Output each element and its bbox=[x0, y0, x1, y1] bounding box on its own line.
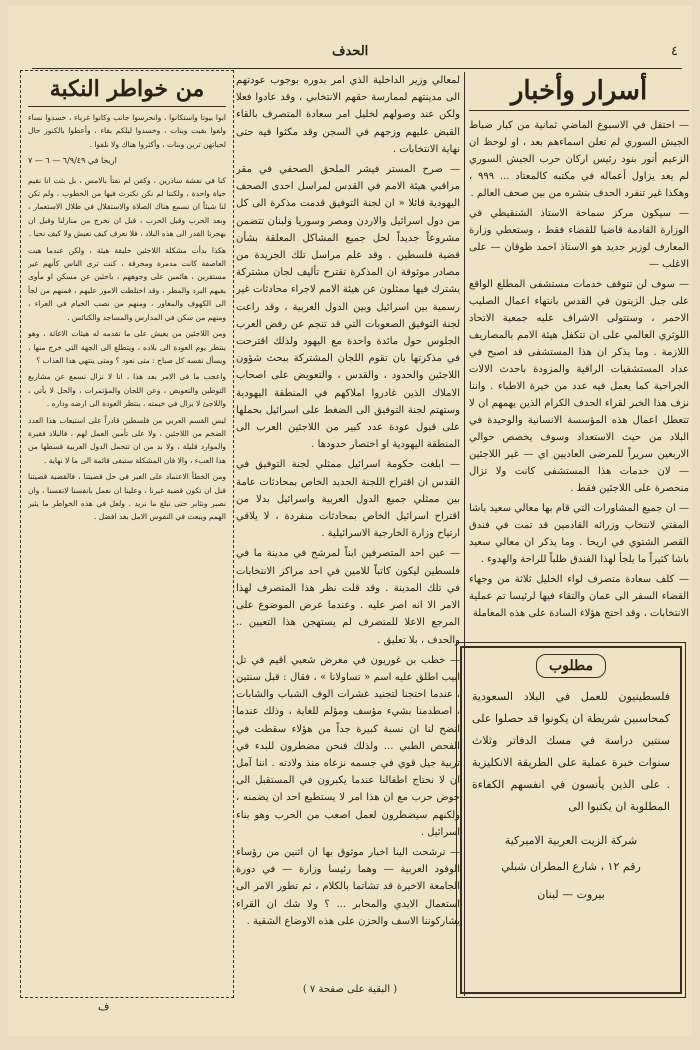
paragraph: ليس القسم العربي من فلسطين قادراً على استيعاب هذا العدد الضخم من اللاجئين ، ولا على تأمين العمل لهم ، فالبلاد فقيرة والموارد قليلة ، ولا بد من ان تتحمل الدول العربية قسطها من هذا العبء ، والا فان المشكلة ستبقى قائمة الى ما لا نهاية . bbox=[28, 415, 226, 465]
column-divider bbox=[464, 72, 465, 996]
page-header bbox=[32, 44, 682, 69]
paragraph: كنا في نفشة ساذرين ، وكفن لم نفتأ بالامس ، بل بثت انا نقيم حياة واحدة ، ولكننا لم نكن نكترث فيها من الخطوب ، ولم تكن لنا شيئاً ان نسمع هناك الصلاة والاستقلال في ظلال الاستعمار ، وبعد الحرب وقبل الحرب ، قبل ان نخرج من منازلنا وقبل ان يهجرنا القدر الى هذه البلاد ، فلا نعرف كيف نعيش ولا كيف نحيا . bbox=[28, 175, 226, 239]
section-title: أسرار وأخبار bbox=[469, 72, 689, 111]
news-item: — احتفل في الاسبوع الماضي ثمانية من كبار ضباط الجيش السوري لم تعلن اسماءهم بعد ، او لوحظ ان الزعيم أنور بنود رئيس اركان حرب الجيش السوري لم يعد يزاول أعماله في مكتبه كالمعتاد ... ٩٩٩ ، وهكذا غير تنفرد الحدف بنشره من بين صحف العالم . bbox=[469, 120, 689, 199]
news-item: — سوف لن تتوقف خدمات مستشفى المطلع الواقع على جبل الزيتون في القدس بانتهاء اعمال الصليب الاحمر ، وستتولى الاشراف عليه جمعية الاتحاد اللوثري العالمي على ان تتكفل هيئة الامم بالمصاريف اللازمة . وما يذكر ان هذا المستشفى قد اصبح في عداد المستشفيات الراقية والمزودة باحدث الالات الجراحية كما يعمل فيه عدد من خيرة الاطباء . واننا نزف هذا الخبر لقراء الحدف الكرام الذين يهمهم ان لا تتعطل اعمال هذه المؤسسة الانسانية والوحيدة في البلاد من حيث الاستعداد وسوف يخصص حوالي الاربعين سريراً للمرضى العاديين اي — غير اللاجئين — لان خدمات هذا المستشفى كانت ولا تزال منحصرة على اللاجئين فقط . bbox=[469, 279, 689, 494]
opinion-column bbox=[28, 72, 226, 982]
opinion-heading: من خواطر النكبة bbox=[28, 72, 226, 107]
classified-ad bbox=[460, 646, 682, 994]
opinion-date: اريحا في ٦/٩/٤٩ — ٦ — ٧ bbox=[28, 156, 117, 166]
newspaper-page bbox=[8, 6, 692, 1036]
news-column bbox=[469, 72, 689, 632]
paragraph: — صرح المستر فيشر الملحق الصحفي في مقر مراقبي هيئة الامم في القدس لمراسل احدى الصحف اليهودية قائلا « ان لجنة التوفيق قدمت مذكرة الى كل من دول اسرائيل والاردن ومصر وسوريا ولبنان تتضمن مشروعاً جديداً لحل جميع المشاكل المعلقة بشأن قضية فلسطين . وقد علم مراسل تلك الجريدة من مصادر موثوقة ان المذكرة تقترح تأليف لجان مشتركة يشترك فيها ممثلون عن هيئة الامم لاجراء محادثات غير رسمية بين اسرائيل وبين الدول العربية ، وقد راعت لجنة التوفيق الصعوبات التي قد تنجم عن رفض العرب الجلوس حول مائدة واحدة مع اليهود ولذلك اقترحت في مذكرتها بان تقوم اللجان المشتركة ببحث شؤون اللاجئين والحدود ، والقدس ، والتعويض على اصحاب الاملاك الذين غادروا املاكهم في المنطقة اليهودية وستهتم لجنة التوفيق الى الضغط على اسرائيل بحملها على قبول عودة عدد كبير من اللاجئين العرب الى المنطقة اليهودية او اختصار حدودها . bbox=[236, 164, 460, 451]
continuation-note: ( البقية على صفحة ٧ ) bbox=[302, 984, 398, 995]
paragraph: — ابلغت حكومة اسرائيل ممثلي لجنة التوفيق في القدس ان اقتراح اللجنة الجديد الخاص بمحادثات عامة بين ممثلي جميع الدول العربية واسرائيل بدلا من اقتراح اسرائيل الخاص بمحادثات منفردة ، لا يلاقي ارتياح وزارة الخارجية الاسرائيلية . bbox=[236, 459, 460, 540]
paragraph: — عين احد المتصرفين ابناً لمرشح في مدينة ما في فلسطين ليكون كاتباً للامين في احد مراكز الانتخابات في تلك المدينة . وقد قلت نظر هذا المتصرف لهذا الامر الا انه اصر عليه . وعندما عرض الموضوع على المرجع الاعلا للمتصرف لم يستهجن هذا التعيين .. والحدف ، بلا تعليق . bbox=[236, 548, 460, 646]
opinion-intro: ابوا بيوتا واستكانوا ، وانحرسوا جانب وكانوا غرباء ، خسدوا نساء ولفوا بقيت وبنات ، وخسدوا ليلكم بقاء ، وأعطوا بالكنوز حال لحياتهن ترين وبنات ، وأكثروا هناك ولا نلفوا . bbox=[28, 113, 226, 149]
footer-letter: ف bbox=[98, 1000, 110, 1013]
ad-body: فلسطينيون للعمل في البلاد السعودية كمحاسبين شريطة ان يكونوا قد حصلوا على سنتين دراسة في مسك الدفاتر وثلاث سنوات خبرة عملية على الطريقة الانكليزية . على الذين يأنسون في انفسهم الكفاءة المطلوبة ان يكتبوا الى bbox=[472, 690, 670, 813]
ad-title: مطلوب bbox=[536, 654, 606, 678]
news-item: — ان جميع المشاورات التي قام بها معالي سعيد باشا المفتي لانتخاب وزرائه القادمين قد تمت في فندق القصر الشتوي في اريحا . وما يذكر ان معالي سعيد باشا كثيراً ما يلجأ لهذا الفندق طلباً للراحة والهدوء . bbox=[469, 503, 689, 565]
ad-city: بيروت — لبنان bbox=[537, 888, 605, 901]
paragraph: واعجب ما في الامر بعد هذا ، انا لا نزال نسمع عن مشاريع التوطين والتعويض ، وعن اللجان والمؤتمرات ، والحل لا يأتي ، واللاجئ لا يزال في خيمته ، ينتظر العودة الى ارضه وداره . bbox=[28, 372, 226, 409]
ad-company: شركة الزيت العربية الاميركية bbox=[504, 834, 638, 847]
paragraph: — ترشحت الينا اخبار موثوق بها ان اثنين من رؤساء الوفود العربية — وهما رئيسا وزارة — في دورة الجامعة الاخيرة قد تشاتما بالكلام ، ثم تطور الامر الى استعمال الايدي والمحابر ... ؟ ولا شك ان القراء يشاركوننا الاسف والحزن على هذه الاوضاع الشقية . bbox=[236, 846, 460, 927]
paragraph: لمعالي وزير الداخلية الذي امر بدوره بوجوب عودتهم الى مدينتهم لممارسة حقهم الانتخابي ، وقد عادوا فعلا ولكن عند وصولهم لخليل امر سعادة المتصرف بالقاء القبض عليهم وزجهم في السجن وقد مكثوا فيه حتى نهاية الانتخابات . bbox=[236, 75, 460, 155]
paragraph: — خطب بن غوريون في معرض شعبي اقيم في تل ابيب اطلق عليه اسم « تساولانا » ، فقال : قبل سنتين ، عندما احتجنا لتجنيد عشرات الوف الشباب والشابات ، اصطدمنا بشيء مؤسف ومؤلم للغاية ، وذلك عندما اتضح لنا ان نسبة كبيرة جداً من هؤلاء سقطت في الفحص الطبي ... ولذلك فنحن مضطرون للبدء في تربية جيل قوي في جسمه نزعاه منذ ولادته . اننا آمل ان لا نحتاج اطفالنا عندما يكبرون في المستقبل الى خوض حرب مع ان هذا امر لا يستطيع احد ان يضمنه ، ولكنهم سيضطرون لعمل اصعب من الحرب وهو بناء اسرائيل . bbox=[236, 654, 460, 838]
news-item: — سيكون مركز سماحة الاستاذ الشنقيطي في الوزارة القادمة قاضيا للقضاء فقط ، وستعطي وزارة المعارف لوزير جديد هو الاستاذ احمد طوقان — على الاغلب — bbox=[469, 208, 689, 270]
news-item: — كلف سعادة متصرف لواء الخليل ثلاثة من وجهاء القضاء السفر الى عمان والتقاء فيها لرئيسا تم عملية الانتخابات ، وقد احتج هؤلاء السادة على هذه المعاملة bbox=[469, 574, 689, 619]
newspaper-title: الحدف bbox=[332, 44, 369, 59]
paragraph: هكذا بدأت مشكلة اللاجئين خليقة هيئة ، ولكن عندما هبت العاصفة كانت مدمرة ومحرقة ، كنت ترى الناس كأنهم غير مستقرين ، هائمين على وجوههم ، باحثين عن مسكن او مأوى يقيهم البرد والمطر ، وقد اختلطت الامور عليهم ، فمنهم من لجأ الى الكهوف والمغاور ، ومنهم من نصب الخيام في العراء ، ومنهم من سكن في المدارس والمساجد والكنائس . bbox=[28, 245, 226, 322]
paragraph: ومن اللاجئين من يعيش على ما تقدمه له هيئات الاغاثة ، وهو ينتظر يوم العودة الى بلاده ، ويتطلع الى الجهة التي خرج منها ، ويسأل نفسه كل صباح : متى نعود ؟ ومتى ينتهي هذا العذاب ؟ bbox=[28, 329, 226, 365]
ad-address: رقم ١٢ ، شارع المطران شبلي bbox=[501, 860, 641, 873]
page-number: ٤ bbox=[671, 44, 678, 59]
news-column-middle bbox=[236, 72, 460, 994]
paragraph: ومن الخطأ الاعتماد على الغير في حل قضيتنا ، فالقضية قضيتنا قبل ان تكون قضية غيرنا ، وعلينا ان نعمل بانفسنا لانفسنا ، وان نصبر ونثابر حتى نبلغ ما نريد . ولعل في هذه الخواطر ما يثير الهمم ويبعث في النفوس الامل بغد افضل . bbox=[28, 472, 226, 522]
